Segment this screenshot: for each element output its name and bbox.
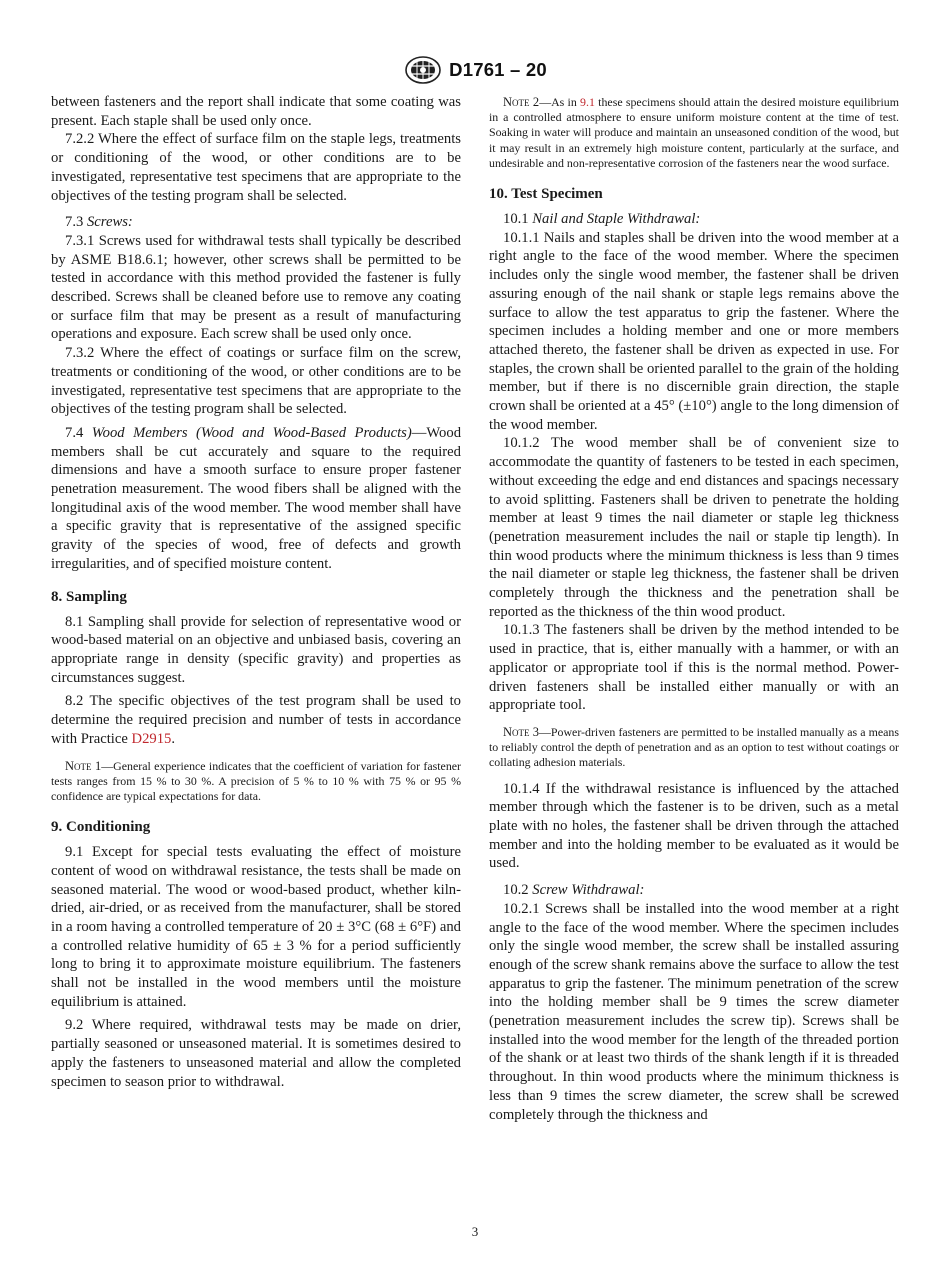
section-10-1-heading: 10.1 Nail and Staple Withdrawal:: [503, 211, 701, 228]
paragraph-10-1-2: 10.1.2 The wood member shall be of convenient size to accommodate the quantity of fasteners to be tested in each specimen, without exceeding the edge and end distances and spacings necessary to avoid splitting. Fasteners shall be driven to penetrate the holding member at least 9 times the nail diameter or staple leg thickness (penetration measurement includes the nail or staple tip length). In thin wood products where the minimum thickness is less than 9 times the nail diameter or staple leg thickness, the fastener shall be driven completely through the thickness and the penetration shall be reported as the thickness of the thin wood product.: [489, 435, 899, 620]
paragraph: between fasteners and the report shall indicate that some coating was present. Each staple shall be used only once.: [51, 94, 461, 129]
left-column: [51, 93, 461, 1091]
right-column: [489, 93, 899, 1124]
paragraph-10-1-3: 10.1.3 The fasteners shall be driven by the method intended to be used in practice, that is, either manually with a hammer, or with an applicator or appropriate tool if this is the normal method. Power-driven fasteners shall be installed either manually or with an appropriate tool.: [489, 622, 899, 714]
paragraph-7-3-1: 7.3.1 Screws used for withdrawal tests shall typically be described by ASME B18.6.1; however, other screws shall be permitted to be tested in accordance with this method provided the fastener is fully described. Screws shall be cleaned before use to remove any coating or surface film that may be present as a result of manufacturing operations and exposure. Each screw shall be used only once.: [51, 232, 461, 343]
page-header: [0, 55, 950, 85]
section-10-2-heading: 10.2 Screw Withdrawal:: [503, 882, 645, 899]
page-number: 3: [471, 1224, 479, 1239]
paragraph-7-3-2: 7.3.2 Where the effect of coatings or surface film on the screw, treatments or conditioning of the wood, or other conditions are to be investigated, representative test specimens that are appropriate to the objectives of the testing program shall be selected.: [51, 345, 461, 418]
note-3: Note 3—Power-driven fasteners are permitted to be installed manually as a means to reliably control the depth of penetration and as an option to test without coatings or collating adhesion materials.: [489, 725, 899, 770]
paragraph-10-1-4: 10.1.4 If the withdrawal resistance is influenced by the attached member through which the fastener is to be driven, such as a metal plate with no holes, the fastener shall be driven through the attached member and into the holding member to be evaluated as it would be used.: [489, 780, 899, 872]
paragraph-10-1-1: 10.1.1 Nails and staples shall be driven into the wood member at a right angle to the face of the wood member. Where the specimen includes only the single wood member, the fastener shall be driven assuring enough of the nail shank or staple legs remains above the surface to allow the test apparatus to grip the fastener. Where the specimen includes a holding member and one or more members attached thereto, the fastener shall be driven as expected in use. For staples, the crown shall be oriented parallel to the grain of the holding member, but if there is no discernible grain direction, the staple crown shall be oriented at a 45° (±10°) angle to the long dimension of the wood member.: [489, 229, 899, 433]
section-10-heading: 10. Test Specimen: [489, 186, 603, 203]
paragraph-8-2: 8.2 The specific objectives of the test program shall be used to determine the required precision and number of tests in accordance with Practice D2915.: [51, 693, 461, 747]
link-d2915[interactable]: D2915: [131, 730, 172, 747]
paragraph-10-2-1: 10.2.1 Screws shall be installed into the wood member at a right angle to the face of the wood member. Where the specimen includes only the single wood member, the screw shall be installed assuring enough of the screw shank remains above the surface to allow the test apparatus to grip the fastener. The minimum penetration of the screw into the holding member shall be 9 times the screw diameter (penetration measurement includes the screw tip). Screws shall be installed into the wood member for the length of the threaded portion of the shank or at least two thirds of the shank length if it is threaded throughout. In thin wood products where the minimum thickness is less than 9 times the screw diameter, the screw shall be screwed completely through the thickness and: [489, 900, 899, 1123]
standard-designation: D1761 – 20: [449, 59, 547, 80]
section-9-heading: 9. Conditioning: [51, 819, 151, 836]
astm-logo-icon: [403, 55, 443, 85]
note-1: Note 1—General experience indicates that the coefficient of variation for fastener tests ranges from 15 % to 30 %. A precision of 5 % to 10 % with 75 % or 95 % confidence are typical expectations for data.: [51, 758, 461, 803]
section-7-3-heading: 7.3 Screws:: [65, 214, 133, 231]
paragraph-9-1: 9.1 Except for special tests evaluating the effect of moisture content of wood on withdrawal resistance, the tests shall be made on seasoned material. The wood or wood-based product, whether kiln-dried, air-dried, or as received from the manufacturer, shall be stored in a room having a controlled temperature of 20 ± 3°C (68 ± 6°F) and a controlled relative humidity of 65 ± 3 % for a period sufficiently long to bring it to approximate moisture equilibrium. The fasteners shall not be installed in the wood members until the moisture equilibrium is attained.: [51, 844, 461, 1010]
paragraph-9-2: 9.2 Where required, withdrawal tests may be made on drier, partially seasoned or unseasoned material. It is sometimes desired to apply the fasteners to unseasoned material and allow the completed specimen to season prior to withdrawal.: [51, 1017, 461, 1090]
paragraph-7-2-2: 7.2.2 Where the effect of surface film on the staple legs, treatments or conditioning of the wood, or other conditions are to be investigated, representative test specimens that are appropriate to the objectives of the testing program shall be selected.: [51, 131, 461, 204]
paragraph-8-1: 8.1 Sampling shall provide for selection of representative wood or wood-based material on an objective and unbiased basis, covering an appropriate range in density (specific gravity) and properties as circumstances suggest.: [51, 613, 461, 686]
link-9-1[interactable]: 9.1: [580, 95, 595, 109]
note-2: Note 2—As in 9.1 these specimens should attain the desired moisture equilibrium in a controlled atmosphere to ensure uniform moisture content at the time of test. Soaking in water will produce and maintain an unseasoned condition of the wood, but it may result in an extremely high moisture content, particularly at the surface, and undesirable and non-representative corrosion of the fasteners near the wood surface.: [489, 95, 899, 170]
paragraph-7-4: 7.4 Wood Members (Wood and Wood-Based Products)—Wood members shall be cut accurately and square to the required dimensions and have a smooth surface to ensure proper fastener penetration measurement. The wood fibers shall be aligned with the longitudinal axis of the wood member. The wood member shall have a specific gravity that is representative of the assigned specific gravity of the species of wood, free of defects and growth irregularities, and of specified moisture content.: [51, 424, 462, 572]
section-8-heading: 8. Sampling: [51, 588, 127, 605]
